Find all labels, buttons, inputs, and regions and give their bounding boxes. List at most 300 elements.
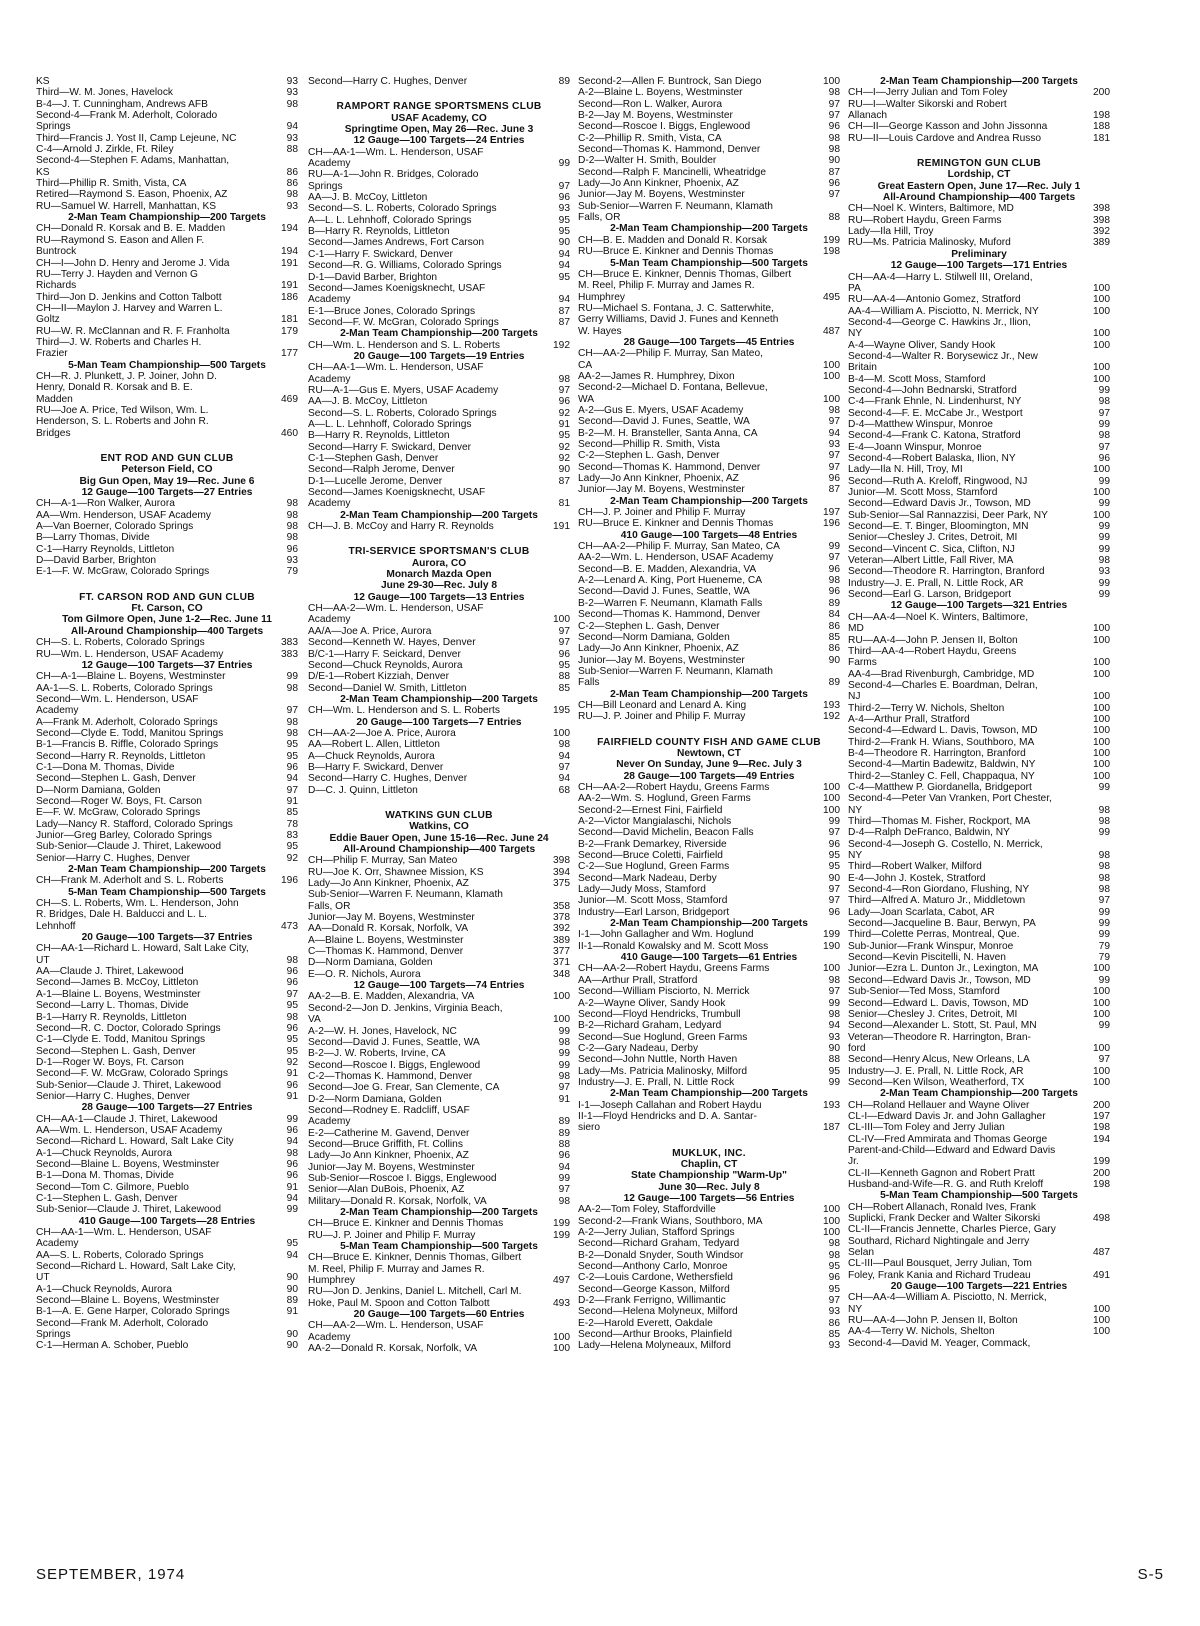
result-row [578, 110, 840, 121]
result-label: CL-III—Tom Foley and Jerry Julian [848, 1122, 1005, 1134]
result-score: 98 [1098, 396, 1110, 408]
result-row [36, 819, 298, 830]
result-label: Britain [848, 362, 877, 374]
result-score: 377 [553, 946, 570, 958]
result-label: Sub-Senior—Claude J. Thiret, Lakewood [36, 1204, 221, 1216]
result-score: 100 [1093, 736, 1110, 748]
result-label: Second—Floyd Hendricks, Trumbull [578, 1008, 741, 1020]
result-label: B-1—A. E. Gene Harper, Colorado Springs [36, 1306, 230, 1318]
result-row [308, 1230, 570, 1241]
result-score: 99 [558, 1048, 570, 1060]
section-subheading: 12 Gauge—100 Targets—56 Entries [623, 1193, 795, 1204]
section-subheading: 12 Gauge—100 Targets—13 Entries [353, 591, 525, 603]
section-subheading: 20 Gauge—100 Targets—19 Entries [353, 350, 525, 362]
result-row [848, 1247, 1110, 1258]
result-score: 97 [1098, 441, 1110, 453]
result-label: Second—Daniel W. Smith, Littleton [308, 682, 467, 694]
result-score: 96 [1098, 453, 1110, 464]
result-label: Second—Arthur Brooks, Plainfield [578, 1329, 733, 1341]
result-label: Falls [578, 677, 600, 689]
result-row [36, 637, 298, 648]
result-row [308, 855, 570, 866]
result-row [308, 1105, 570, 1116]
result-label: A-4—Wayne Oliver, Sandy Hook [848, 339, 996, 351]
result-row [308, 773, 570, 784]
result-score: 93 [286, 76, 298, 87]
result-score: 100 [1093, 339, 1110, 351]
result-row [308, 476, 570, 487]
result-label: C-1—Stephen Gash, Denver [308, 453, 439, 464]
result-score: 98 [1098, 861, 1110, 873]
result-score: 94 [558, 773, 570, 785]
result-score: 100 [1093, 1315, 1110, 1327]
result-row [848, 986, 1110, 997]
result-label: Academy [308, 294, 351, 306]
result-row [848, 1326, 1110, 1337]
result-score: 100 [1093, 668, 1110, 680]
result-row [308, 169, 570, 180]
result-score: 98 [286, 727, 298, 739]
result-row [848, 771, 1110, 782]
result-label: B-2—Donald Snyder, South Windsor [578, 1249, 744, 1261]
result-label: Jr. [848, 1156, 859, 1168]
result-score: 85 [558, 682, 570, 694]
result-label: AA—J. B. McCoy, Littleton [308, 192, 428, 204]
result-row [848, 203, 1110, 214]
result-score: 99 [828, 1076, 840, 1088]
section-subheading: Ft. Carson, CO [131, 603, 203, 615]
result-row [848, 714, 1110, 725]
result-row [578, 598, 840, 609]
result-label: CH—AA-2—Robert Haydu, Greens Farms [578, 963, 770, 975]
result-score: 358 [553, 900, 570, 912]
result-score: 91 [286, 1068, 298, 1080]
result-label: AA—S. L. Roberts, Colorado Springs [36, 1249, 204, 1261]
result-row [578, 133, 840, 144]
result-score: 96 [828, 1272, 840, 1284]
result-score: 98 [828, 1008, 840, 1020]
result-row [36, 1000, 298, 1011]
result-row [36, 717, 298, 728]
result-label: D-4—Ralph DeFranco, Baldwin, NY [848, 827, 1010, 839]
result-label: RU—II—Louis Cardove and Andrea Russo [848, 132, 1042, 144]
result-row [308, 957, 570, 968]
result-row [578, 609, 840, 620]
result-row [848, 532, 1110, 543]
result-score: 95 [286, 1045, 298, 1057]
result-row [848, 555, 1110, 566]
result-row [578, 314, 840, 325]
result-score: 98 [828, 974, 840, 986]
result-row [36, 1318, 298, 1329]
result-label: AA—Wm. Henderson, USAF Academy [36, 509, 211, 521]
result-row [36, 989, 298, 1000]
result-row [36, 223, 298, 234]
result-score: 99 [1098, 521, 1110, 533]
result-label: Sub-Senior—Warren F. Neumann, Klamath [578, 200, 773, 212]
result-score: 100 [1093, 770, 1110, 782]
result-row [36, 830, 298, 841]
result-row [578, 827, 840, 838]
result-score: 96 [286, 966, 298, 978]
result-score: 100 [1093, 623, 1110, 635]
result-row [848, 1292, 1110, 1303]
result-row [36, 1306, 298, 1317]
result-score: 98 [286, 189, 298, 201]
result-label: Lady—Joan Scarlata, Cabot, AR [848, 906, 995, 918]
result-score: 94 [286, 1249, 298, 1261]
section-subheading: Never On Sunday, June 9—Rec. July 3 [616, 759, 802, 771]
result-row [848, 1111, 1110, 1122]
result-row [36, 1114, 298, 1125]
result-score: 100 [553, 1343, 570, 1355]
club-heading: MUKLUK, INC. [672, 1147, 746, 1159]
result-score: 192 [553, 339, 570, 351]
result-label: D—Norm Damiana, Golden [36, 784, 161, 796]
result-score: 197 [823, 507, 840, 519]
result-score: 99 [1098, 589, 1110, 601]
result-row [36, 1170, 298, 1181]
result-row [308, 147, 570, 158]
result-score: 98 [286, 532, 298, 544]
result-row [848, 1156, 1110, 1167]
result-label: Second-4—Joseph G. Costello, N. Merrick, [848, 838, 1043, 850]
result-label: Second—George Kasson, Milford [578, 1283, 730, 1295]
result-row [308, 374, 570, 385]
result-score: 199 [553, 1229, 570, 1241]
result-score: 100 [1093, 702, 1110, 714]
result-score: 100 [823, 1215, 840, 1227]
result-label: CH—AA-4—William A. Pisciotto, N. Merrick, [848, 1292, 1047, 1304]
result-score: 87 [558, 316, 570, 328]
section-subheading: 2-Man Team Championship—200 Targets [340, 1207, 538, 1218]
result-row [578, 450, 840, 461]
result-label: AA-1—S. L. Roberts, Colorado Springs [36, 682, 213, 694]
result-label: Academy [308, 1331, 351, 1343]
result-row [578, 850, 840, 861]
result-label: Junior—M. Scott Moss, Stamford [578, 895, 728, 907]
result-row [36, 739, 298, 750]
result-score: 198 [1093, 1179, 1110, 1190]
result-row [308, 1082, 570, 1093]
result-row [848, 589, 1110, 600]
result-score: 95 [558, 214, 570, 226]
result-row [36, 875, 298, 886]
result-label: Second-4—Walter R. Borysewicz Jr., New [848, 350, 1038, 362]
result-score: 100 [823, 359, 840, 371]
result-row [848, 578, 1110, 589]
result-score: 199 [553, 1218, 570, 1230]
club-heading: TRI-SERVICE SPORTSMAN'S CLUB [348, 546, 530, 558]
result-row [848, 498, 1110, 509]
section-subheading: 28 Gauge—100 Targets—27 Entries [81, 1102, 253, 1114]
result-score: 98 [558, 1195, 570, 1207]
result-label: C-2—Stephen L. Gash, Denver [578, 620, 720, 632]
result-label: CH—AA-2—Robert Haydu, Greens Farms [578, 781, 770, 793]
result-label: B—Larry Thomas, Divide [36, 532, 150, 544]
result-label: Allanach [848, 110, 888, 122]
result-row [308, 442, 570, 453]
section-subheading: 2-Man Team Championship—200 Targets [68, 212, 266, 224]
result-label: E-1—F. W. McGraw, Colorado Springs [36, 566, 210, 578]
result-label: CL-II—Francis Jennette, Charles Pierce, Gary [848, 1224, 1056, 1236]
club-heading: REMINGTON GUN CLUB [916, 158, 1042, 170]
result-row [848, 1032, 1110, 1043]
section-subheading: June 30—Rec. July 8 [658, 1181, 760, 1193]
result-row [848, 884, 1110, 895]
result-row [36, 428, 298, 439]
result-score: 96 [828, 473, 840, 485]
result-row [848, 351, 1110, 362]
result-row [848, 827, 1110, 838]
result-label: Third—Colette Perras, Montreal, Que. [848, 929, 1020, 941]
result-row [578, 428, 840, 439]
result-label: RU—I—Walter Sikorski and Robert [848, 98, 1007, 110]
result-label: Goltz [36, 314, 60, 326]
result-score: 99 [828, 816, 840, 827]
result-label: Academy [308, 373, 351, 385]
result-score: 95 [286, 1000, 298, 1012]
result-label: C-1—Harry Reynolds, Littleton [36, 543, 175, 555]
result-row [848, 294, 1110, 305]
result-row [36, 1284, 298, 1295]
result-score: 493 [553, 1297, 570, 1309]
result-label: Lady—Ila N. Hill, Troy, MI [848, 464, 963, 476]
section-subheading: Chaplin, CT [680, 1158, 738, 1170]
result-label: Second—Ralph Jerome, Denver [308, 464, 455, 476]
result-label: Second—Thomas K. Hammond, Denver [578, 144, 761, 156]
result-label: Second—James Andrews, Fort Carson [308, 237, 485, 249]
result-row [848, 929, 1110, 940]
result-row [848, 430, 1110, 441]
result-label: Southard, Richard Nightingale and Jerry [848, 1235, 1030, 1247]
result-label: A-1—Blaine L. Boyens, Westminster [36, 988, 201, 1000]
result-score: 99 [558, 1172, 570, 1184]
result-label: AA-2—B. E. Madden, Alexandria, VA [308, 991, 475, 1003]
result-label: WA [578, 393, 595, 405]
result-label: A—Chuck Reynolds, Aurora [308, 750, 435, 762]
result-score: 96 [286, 761, 298, 773]
result-label: UT [36, 1272, 50, 1284]
section-subheading: 5-Man Team Championship—500 Targets [68, 359, 266, 371]
result-label: C-2—Sue Hoglund, Green Farms [578, 861, 730, 873]
result-score: 99 [1098, 918, 1110, 930]
result-label: CH—I—Jerry Julian and Tom Foley [848, 87, 1008, 99]
result-row [308, 1218, 570, 1229]
result-score: 100 [1093, 305, 1110, 317]
result-label: Buntrock [36, 246, 77, 258]
result-label: A-2—Wayne Oliver, Sandy Hook [578, 997, 726, 1009]
result-score: 91 [558, 1093, 570, 1105]
result-label: RU—Raymond S. Eason and Allen F. [36, 234, 205, 246]
result-score: 97 [828, 827, 840, 839]
result-score: 193 [823, 699, 840, 711]
result-row [848, 782, 1110, 793]
result-row [578, 793, 840, 804]
result-row [848, 385, 1110, 396]
result-row [36, 498, 298, 509]
result-score: 98 [286, 682, 298, 694]
result-label: siero [578, 1122, 601, 1134]
result-row [848, 1077, 1110, 1088]
result-row [578, 178, 840, 189]
result-score: 97 [558, 180, 570, 192]
result-label: Second—Tom C. Gilmore, Pueblo [36, 1181, 189, 1193]
result-label: Junior—Jay M. Boyens, Westminster [578, 189, 745, 201]
result-label: CH—S. L. Roberts, Wm. L. Henderson, John [36, 898, 239, 910]
result-label: AA-4—Brad Rivenburgh, Cambridge, MD [848, 668, 1035, 680]
result-label: CH—Bruce E. Kinkner, Dennis Thomas, Gilbert [308, 1252, 522, 1264]
result-score: 91 [286, 1306, 298, 1318]
result-row [848, 1315, 1110, 1326]
result-score: 100 [1093, 1042, 1110, 1054]
result-row [36, 943, 298, 954]
result-score: 99 [1098, 906, 1110, 918]
result-row [848, 737, 1110, 748]
result-label: B-1—Dona M. Thomas, Divide [36, 1170, 174, 1182]
result-label: Second—Ken Wilson, Weatherford, TX [848, 1076, 1025, 1088]
club-heading: RAMPORT RANGE SPORTSMENS CLUB [336, 101, 542, 113]
result-label: Third—W. M. Jones, Havelock [36, 87, 174, 99]
section-subheading: 2-Man Team Championship—200 Targets [610, 223, 808, 235]
result-label: CH—I—John D. Henry and Jerome J. Vida [36, 257, 230, 269]
result-score: 98 [1098, 430, 1110, 442]
result-score: 100 [1093, 997, 1110, 1009]
result-score: 78 [286, 818, 298, 830]
result-score: 95 [828, 1283, 840, 1295]
result-label: Second-4—John Bednarski, Stratford [848, 384, 1017, 396]
result-score: 100 [1093, 1008, 1110, 1020]
result-label: Second-4—Frank C. Katona, Stratford [848, 430, 1021, 442]
result-label: Junior—Ezra L. Dunton Jr., Lexington, MA [848, 963, 1039, 975]
result-label: Academy [308, 1116, 351, 1128]
result-score: 89 [828, 597, 840, 609]
result-label: RU—J. P. Joiner and Philip F. Murray [578, 711, 746, 723]
result-row [308, 306, 570, 317]
section-subheading: 5-Man Team Championship—500 Targets [340, 1241, 538, 1253]
result-score: 99 [1098, 827, 1110, 839]
result-label: Second—Blaine L. Boyens, Westminster [36, 1295, 220, 1307]
result-label: I-1—Joseph Callahan and Robert Haydu [578, 1099, 762, 1111]
result-score: 194 [281, 223, 298, 235]
result-row [848, 1258, 1110, 1269]
result-row [36, 1034, 298, 1045]
result-label: Third—AA-4—Robert Haydu, Greens [848, 645, 1017, 657]
result-label: B/C-1—Harry F. Seickard, Denver [308, 648, 461, 660]
result-score: 196 [281, 875, 298, 887]
result-row [308, 192, 570, 203]
result-label: E-2—Catherine M. Gavend, Denver [308, 1127, 470, 1139]
result-label: M. Reel, Philip F. Murray and James R. [308, 1263, 485, 1275]
result-row [848, 1202, 1110, 1213]
result-row [308, 889, 570, 900]
result-label: D—Norm Damiana, Golden [308, 957, 433, 969]
result-row [36, 1068, 298, 1079]
section-subheading: 5-Man Team Championship—500 Targets [610, 257, 808, 269]
result-row [36, 405, 298, 416]
result-score: 398 [1093, 214, 1110, 226]
result-label: D-1—Lucelle Jerome, Denver [308, 475, 443, 487]
result-score: 86 [286, 178, 298, 190]
result-score: 97 [828, 189, 840, 201]
result-label: Lady—Jo Ann Kinkner, Phoenix, AZ [308, 878, 469, 890]
result-label: AA—Claude J. Thiret, Lakewood [36, 966, 184, 978]
result-score: 98 [828, 1238, 840, 1250]
result-row [578, 1284, 840, 1295]
result-row [578, 963, 840, 974]
result-label: B—Harry F. Swickard, Denver [308, 761, 444, 773]
result-label: CH—AA-4—Harry L. Stilwell III, Oreland, [848, 271, 1033, 283]
result-row [848, 453, 1110, 464]
result-score: 97 [286, 705, 298, 717]
result-label: B-4—Theodore R. Harrington, Branford [848, 747, 1026, 759]
result-score: 92 [558, 407, 570, 419]
result-score: 99 [1098, 498, 1110, 510]
result-row [578, 280, 840, 291]
section-subheading: 5-Man Team Championship—500 Targets [880, 1190, 1078, 1202]
result-score: 89 [558, 1116, 570, 1128]
result-score: 98 [558, 739, 570, 751]
result-row [578, 201, 840, 212]
result-score: 98 [558, 1070, 570, 1082]
result-row [308, 1048, 570, 1059]
result-row [308, 705, 570, 716]
section-subheading: 410 Gauge—100 Targets—48 Entries [620, 529, 798, 541]
result-label: Second—Anthony Carlo, Monroe [578, 1261, 728, 1273]
result-row [848, 635, 1110, 646]
result-row [36, 683, 298, 694]
result-label: Second—Ron L. Walker, Aurora [578, 98, 723, 110]
result-label: Third-2—Stanley C. Fell, Chappaqua, NY [848, 770, 1035, 782]
result-score: 200 [1093, 1099, 1110, 1111]
result-score: 89 [828, 677, 840, 689]
result-row [36, 382, 298, 393]
result-label: Veteran—Albert Little, Fall River, MA [848, 555, 1014, 567]
result-row [36, 178, 298, 189]
result-row [848, 362, 1110, 373]
result-row [36, 694, 298, 705]
result-label: A—L. L. Lehnhoff, Colorado Springs [308, 214, 472, 226]
result-label: RU—Bruce E. Kinkner and Dennis Thomas [578, 518, 774, 530]
result-score: 97 [828, 552, 840, 564]
result-label: RU—Ms. Patricia Malinosky, Muford [848, 237, 1011, 249]
result-score: 93 [286, 555, 298, 567]
result-score: 94 [558, 294, 570, 306]
result-label: Second—Roscoe I. Biggs, Englewood [308, 1059, 481, 1071]
result-row [578, 405, 840, 416]
result-score: 194 [281, 246, 298, 258]
result-row [848, 1145, 1110, 1156]
result-row [848, 1179, 1110, 1190]
result-label: Senior—Alan DuBois, Phoenix, AZ [308, 1184, 465, 1196]
result-row [578, 541, 840, 552]
result-label: A-4—Arthur Prall, Stratford [848, 713, 970, 725]
section-subheading: 12 Gauge—100 Targets—24 Entries [353, 135, 525, 147]
result-row [578, 371, 840, 382]
result-score: 491 [1093, 1269, 1110, 1281]
result-row [308, 1286, 570, 1297]
result-row [848, 975, 1110, 986]
result-score: 87 [828, 484, 840, 496]
result-row [848, 1224, 1110, 1235]
result-label: Sub-Senior—Sal Rannazzisi, Deer Park, NY [848, 509, 1048, 521]
result-score: 99 [1098, 781, 1110, 793]
result-score: 94 [286, 121, 298, 133]
result-score: 100 [1093, 759, 1110, 771]
result-label: Second—Earl G. Larson, Bridgeport [848, 589, 1012, 601]
result-label: AA—Wm. L. Henderson, USAF Academy [36, 1124, 223, 1136]
result-label: D-1—Roger W. Boys, Ft. Carson [36, 1056, 184, 1068]
